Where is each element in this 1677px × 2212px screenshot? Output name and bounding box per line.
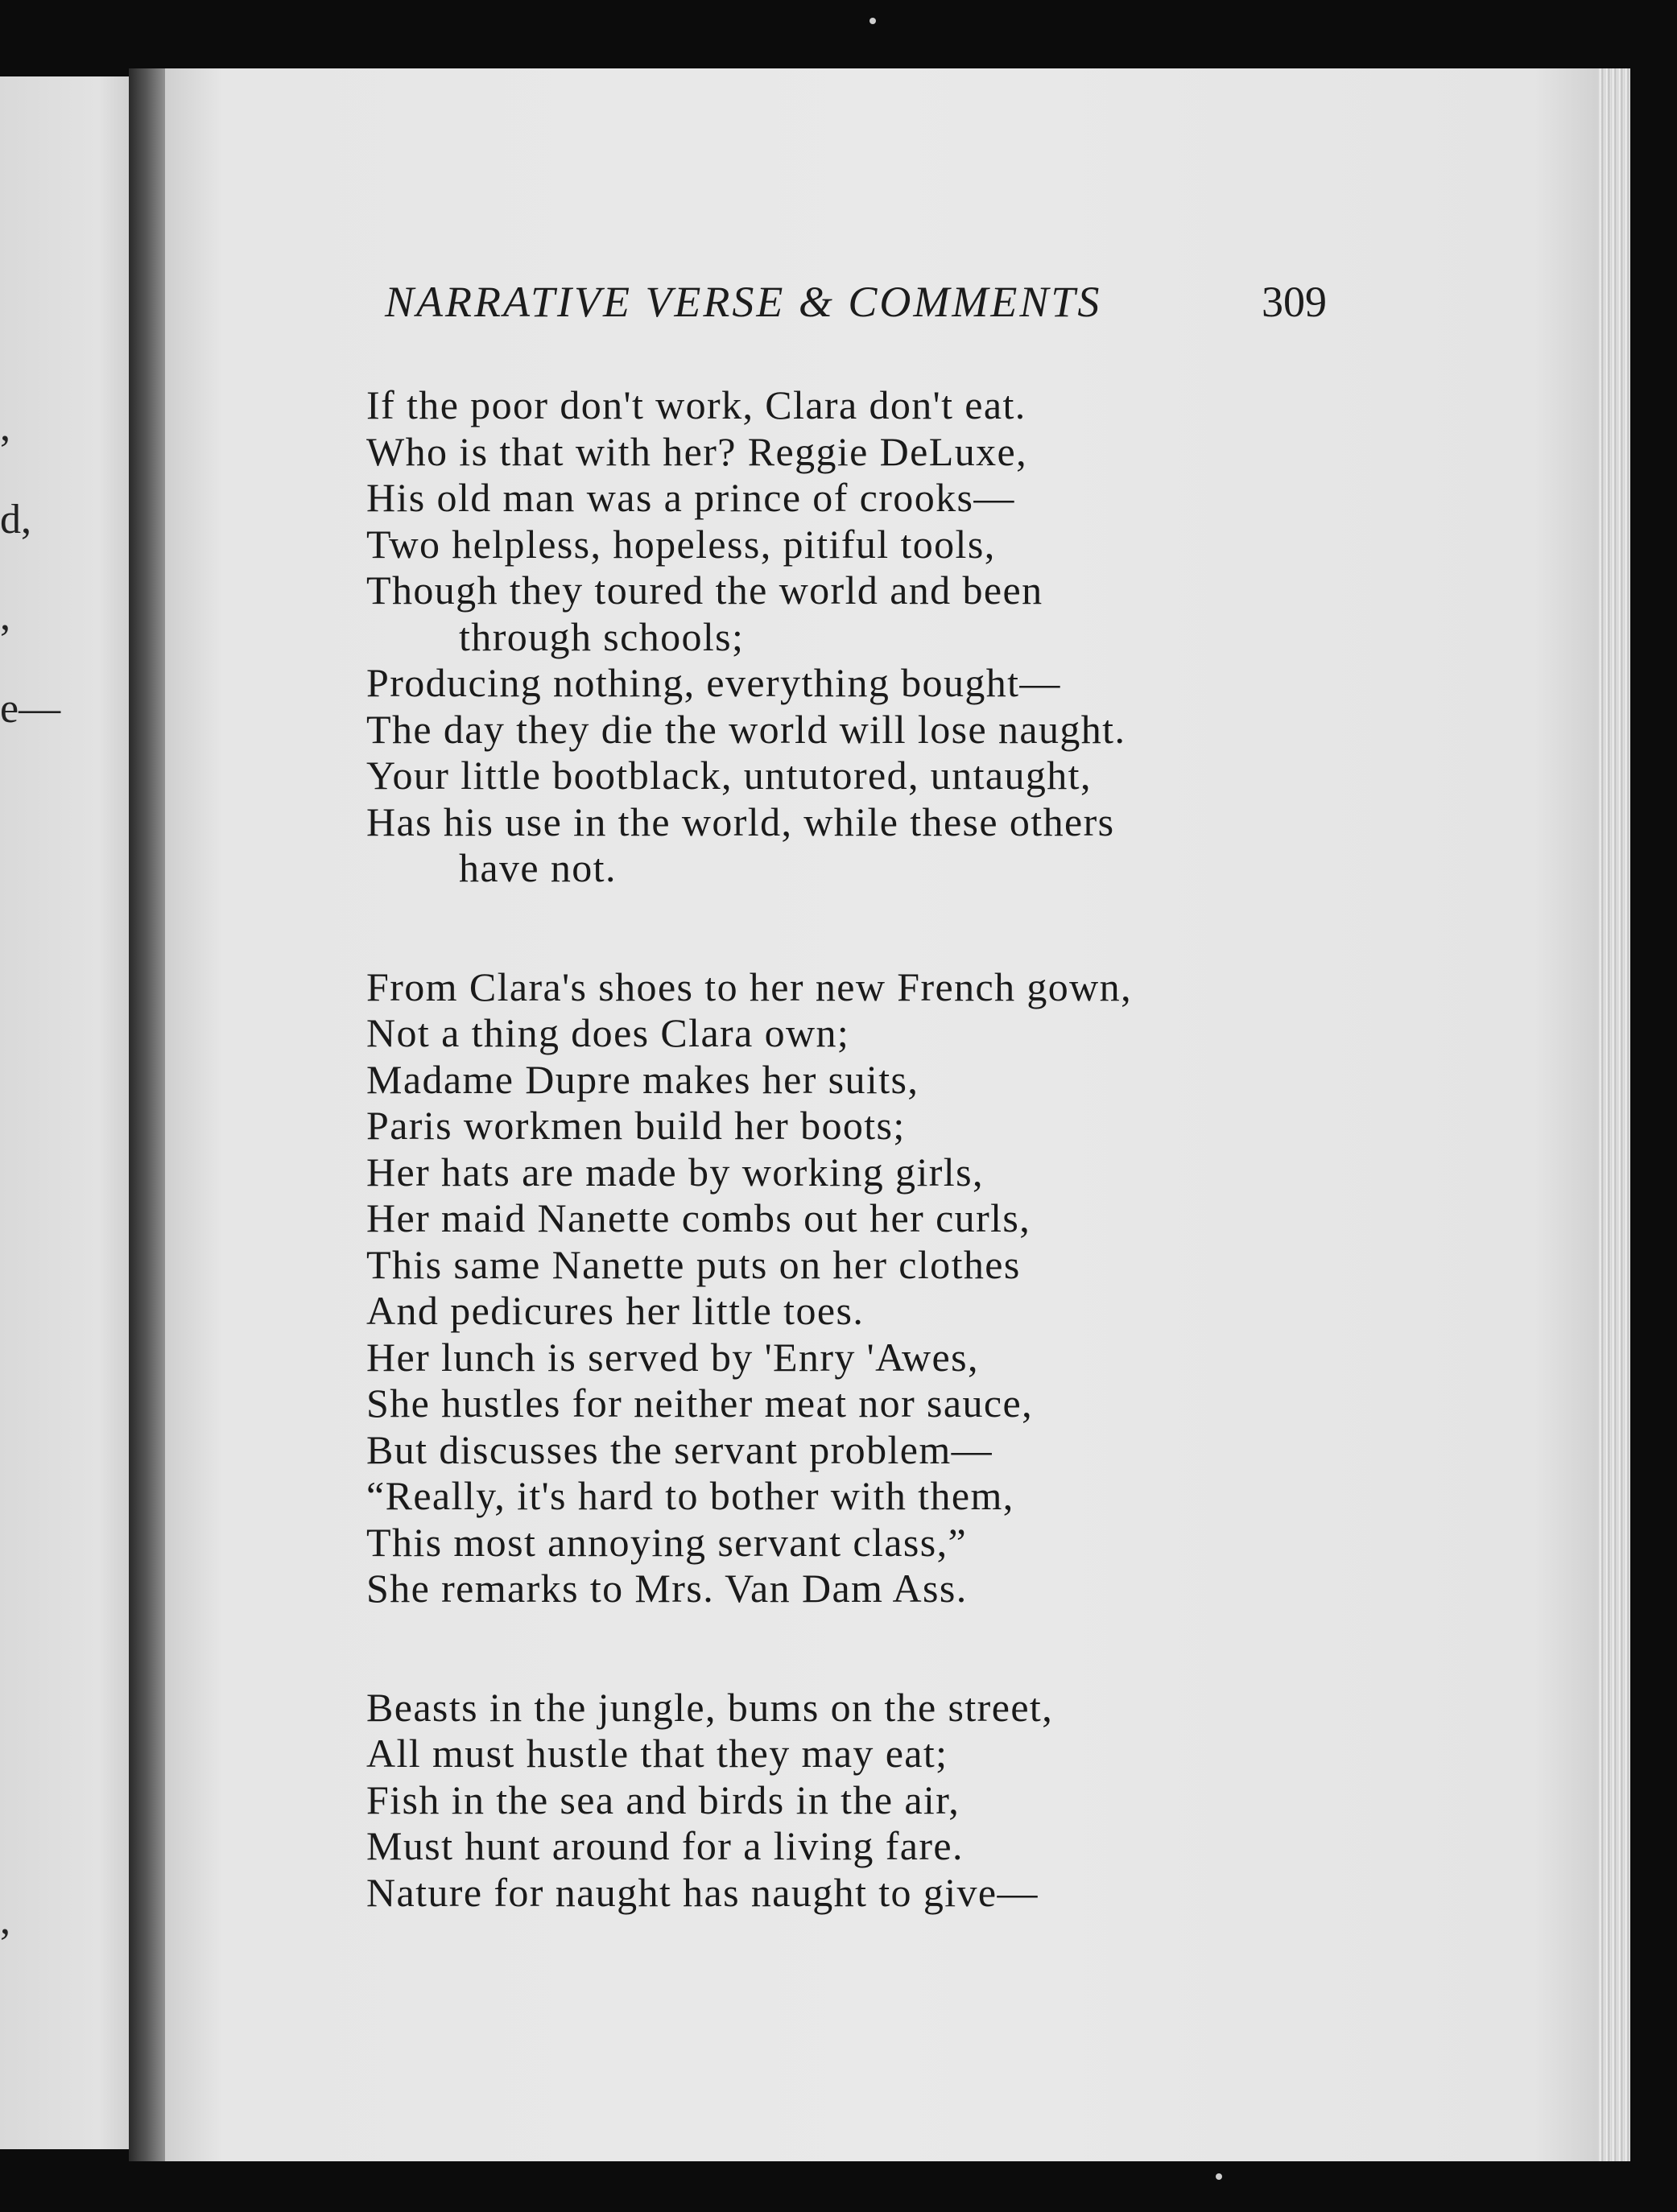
stanza xyxy=(366,382,1316,892)
left-page-fragment: , xyxy=(0,1897,10,1943)
poem-line: She hustles for neither meat nor sauce, xyxy=(366,1380,1033,1426)
poem-line: Her hats are made by working girls, xyxy=(366,1149,984,1195)
poem-line: This same Nanette puts on her clothes xyxy=(366,1241,1021,1287)
left-page-edge xyxy=(0,76,141,2149)
running-title: NARRATIVE VERSE & COMMENTS xyxy=(385,278,1102,326)
poem-line: “Really, it's hard to bother with them, xyxy=(366,1473,1014,1518)
poem-line: Madame Dupre makes her suits, xyxy=(366,1056,919,1102)
page-edges xyxy=(1598,68,1630,2161)
poem-line: Two helpless, hopeless, pitiful tools, xyxy=(366,521,996,567)
poem-line: Fish in the sea and birds in the air, xyxy=(366,1777,960,1822)
dust-speck xyxy=(1216,2173,1222,2180)
poem-line: Her maid Nanette combs out her curls, xyxy=(366,1195,1031,1240)
poem-line: All must hustle that they may eat; xyxy=(366,1731,948,1776)
poem-line: Has his use in the world, while these others xyxy=(366,799,1115,844)
left-page-fragment xyxy=(0,1481,1,1523)
poem-line: This most annoying servant class,” xyxy=(366,1519,968,1565)
poem-line: Her lunch is served by 'Enry 'Awes, xyxy=(366,1334,979,1380)
poem-line: Paris workmen build her boots; xyxy=(366,1103,906,1148)
poem-line: Nature for naught has naught to give— xyxy=(366,1869,1039,1915)
running-head xyxy=(385,277,1327,341)
poem-line: Producing nothing, everything bought— xyxy=(366,660,1061,705)
left-page-fragment: e— xyxy=(0,686,61,732)
left-page-fragment: , xyxy=(0,593,10,639)
poem-line: His old man was a prince of crooks— xyxy=(366,475,1015,520)
poem-body xyxy=(366,382,1316,1916)
stanza xyxy=(366,964,1316,1612)
poem-line: From Clara's shoes to her new French gown, xyxy=(366,964,1132,1009)
poem-line: Who is that with her? Reggie DeLuxe, xyxy=(366,428,1028,474)
page-number: 309 xyxy=(1262,278,1327,326)
poem-line: Though they toured the world and been xyxy=(366,567,1043,613)
stanza xyxy=(366,1685,1316,1917)
poem-line: Your little bootblack, untutored, untaught, xyxy=(366,753,1092,798)
left-page-fragment: , xyxy=(0,404,10,450)
poem-line: The day they die the world will lose naught. xyxy=(366,706,1126,752)
poem-line: And pedicures her little toes. xyxy=(366,1288,865,1333)
poem-line: have not. xyxy=(459,845,617,890)
poem-line: Must hunt around for a living fare. xyxy=(366,1823,964,1868)
poem-line: Beasts in the jungle, bums on the street, xyxy=(366,1684,1054,1730)
poem-line: Not a thing does Clara own; xyxy=(366,1010,850,1055)
poem-line: If the poor don't work, Clara don't eat. xyxy=(366,382,1026,427)
left-page-fragment: d, xyxy=(0,497,31,543)
poem-line: She remarks to Mrs. Van Dam Ass. xyxy=(366,1566,968,1611)
poem-line: through schools; xyxy=(459,613,745,659)
poem-line: But discusses the servant problem— xyxy=(366,1426,993,1472)
dust-speck xyxy=(869,18,876,24)
